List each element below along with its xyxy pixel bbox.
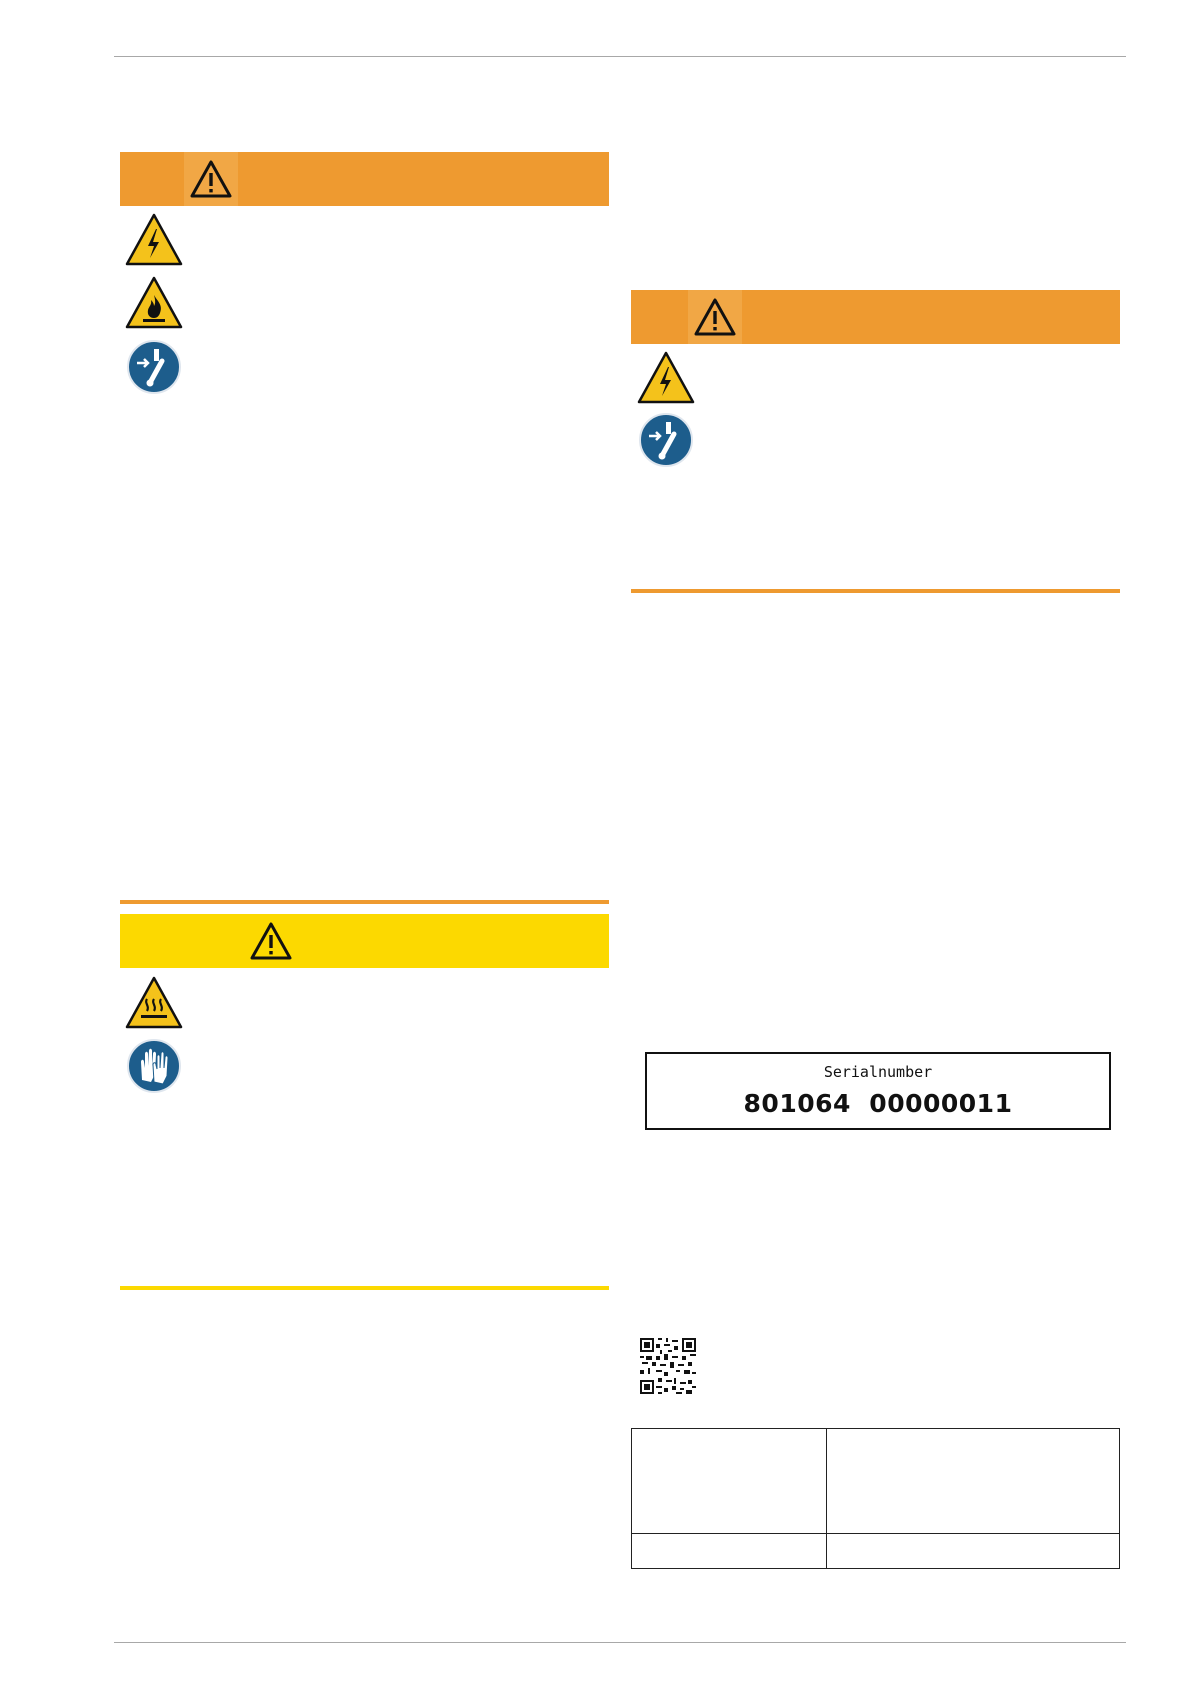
qr-code-icon[interactable]: [640, 1338, 696, 1394]
disconnect-power-icon: [636, 412, 696, 468]
header-rule: [114, 56, 1126, 57]
table-cell: [632, 1534, 827, 1569]
warning-banner: [120, 152, 609, 206]
serial-number-value: 801064 00000011: [743, 1089, 1013, 1118]
disconnect-power-icon: [124, 339, 184, 395]
serial-number-label: Serialnumber: [823, 1063, 933, 1081]
caution-banner: [120, 914, 609, 968]
warning-banner: [631, 290, 1120, 344]
table-cell: [632, 1429, 827, 1534]
caution-block-end-line: [120, 1286, 609, 1290]
hot-surface-icon: [124, 975, 184, 1031]
fire-hazard-icon: [124, 275, 184, 331]
warning-block-end-line: [120, 900, 609, 904]
info-table: [631, 1428, 1120, 1569]
warning-triangle-icon: [184, 152, 238, 206]
electric-hazard-icon: [124, 212, 184, 268]
serial-number-plate: [645, 1052, 1111, 1130]
table-row: [632, 1429, 1120, 1534]
warning-block-end-line: [631, 589, 1120, 593]
warning-triangle-icon: [688, 290, 742, 344]
footer-rule: [114, 1642, 1126, 1643]
electric-hazard-icon: [636, 350, 696, 406]
wear-gloves-icon: [124, 1038, 184, 1094]
table-cell: [827, 1429, 1120, 1534]
table-row: [632, 1534, 1120, 1569]
table-cell: [827, 1534, 1120, 1569]
warning-triangle-icon: [244, 914, 298, 968]
